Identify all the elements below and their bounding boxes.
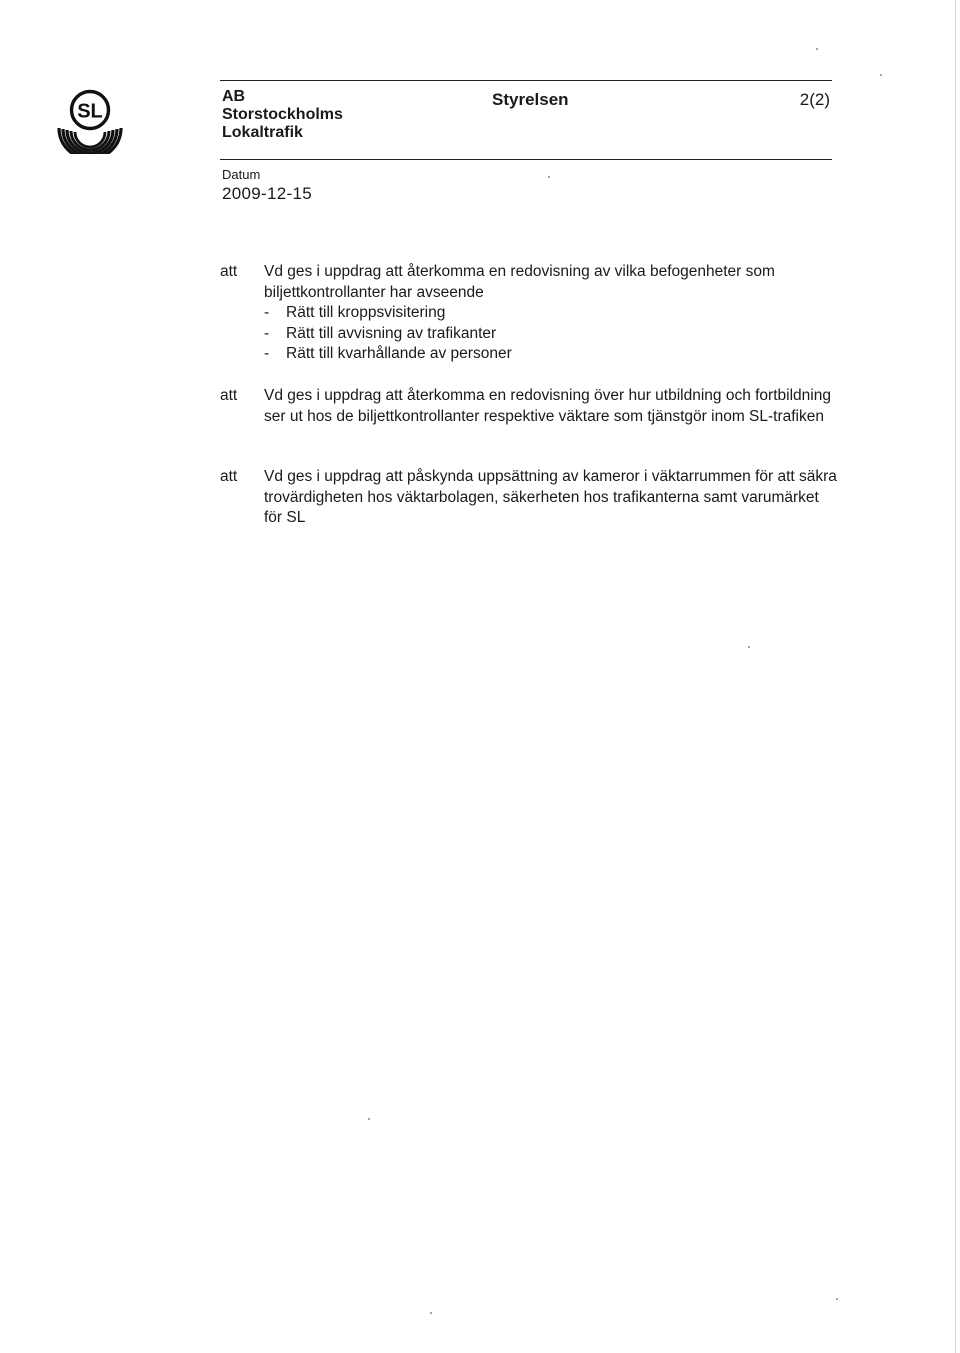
document-title: Styrelsen: [492, 90, 569, 109]
date-value: 2009-12-15: [222, 184, 312, 203]
resolution-text: Vd ges i uppdrag att återkomma en redovisning av vilka befogenheter som biljettkontrollanter har avseende: [264, 263, 775, 301]
svg-text:SL: SL: [77, 100, 103, 123]
scan-speck: [836, 1298, 838, 1300]
resolution-item-2: [220, 386, 840, 427]
bullet-list: [264, 303, 840, 365]
resolution-text: Vd ges i uppdrag att påskynda uppsättning av kameror i väktarrummen för att säkra trovärdigheten hos väktarbolagen, säkerheten hos trafikanterna samt varumärket för SL: [264, 468, 837, 526]
scan-speck: [880, 74, 882, 76]
resolution-lead: att: [220, 387, 238, 404]
sl-logo-icon: [55, 88, 125, 154]
company-line-2: Storstockholms: [222, 106, 343, 123]
bullet-item: - Rätt till kroppsvisitering: [264, 303, 840, 324]
scan-speck: [816, 48, 818, 50]
resolution-text: Vd ges i uppdrag att återkomma en redovisning över hur utbildning och fortbildning ser ut hos de biljettkontrollanter respektive väktare som tjänstgör inom SL-trafiken: [264, 387, 831, 425]
resolution-item-1: [220, 262, 840, 365]
resolution-lead: att: [220, 263, 238, 280]
resolution-lead: att: [220, 468, 238, 485]
header-bottom-rule: [220, 159, 832, 160]
bullet-item: - Rätt till kvarhållande av personer: [264, 344, 840, 365]
scan-speck: [430, 1312, 432, 1314]
company-line-3: Lokaltrafik: [222, 124, 303, 141]
date-label: Datum: [222, 167, 261, 182]
scan-speck: [548, 176, 550, 178]
resolution-item-3: [220, 467, 840, 529]
scan-speck: [368, 1118, 370, 1120]
page-edge: [955, 0, 956, 1353]
bullet-item: - Rätt till avvisning av trafikanter: [264, 324, 840, 345]
company-line-1: AB: [222, 88, 246, 105]
scan-speck: [748, 646, 750, 648]
page-number: 2(2): [799, 90, 830, 109]
header-top-rule: [220, 80, 832, 81]
company-name: [222, 88, 343, 142]
